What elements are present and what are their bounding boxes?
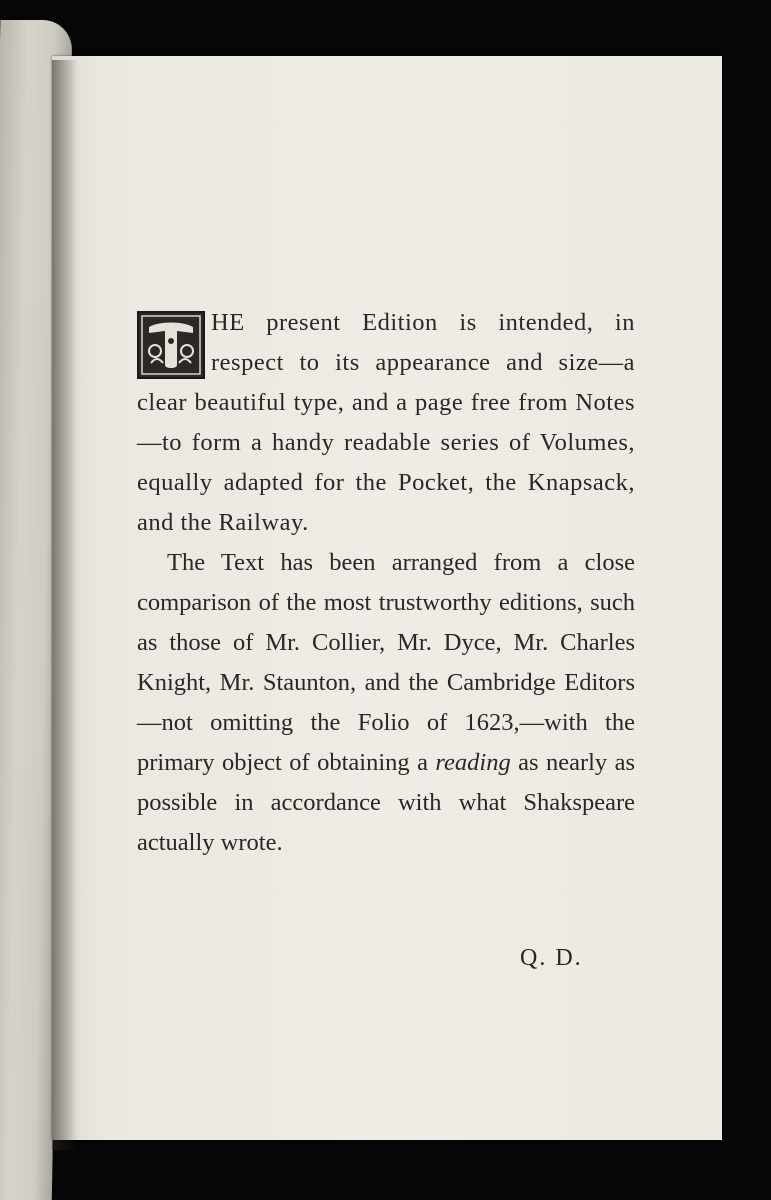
paragraph-1	[137, 303, 635, 543]
paragraph-2-text-after: as nearly as possible in accordance with what Shakspeare actually wrote.	[137, 749, 636, 856]
dropcap-letter-graphic	[139, 313, 203, 377]
signature-initials: Q. D.	[520, 945, 583, 971]
ornamental-dropcap	[137, 311, 205, 379]
gutter-shadow	[52, 60, 78, 1150]
paragraph-2-text-before: The Text has been arranged from a close comparison of the most trustworthy editions, such as those of Mr. Collier, Mr. Dyce, Mr. Charles Knight, Mr. Staunton, and the Cambridge Editors—not omitting the Folio of 1623,—with the primary object of obtaining a	[137, 549, 635, 776]
preface-text	[137, 303, 635, 863]
paragraph-1-text: HE present Edition is intended, in respect to its appearance and size—a clear beautiful type, and a page free from Notes—to form a handy readable series of Volumes, equally adapted for the Pocket, the Knapsack, and the Railway.	[137, 309, 635, 536]
paragraph-2-emphasis: reading	[435, 749, 511, 776]
paragraph-2	[137, 543, 635, 863]
